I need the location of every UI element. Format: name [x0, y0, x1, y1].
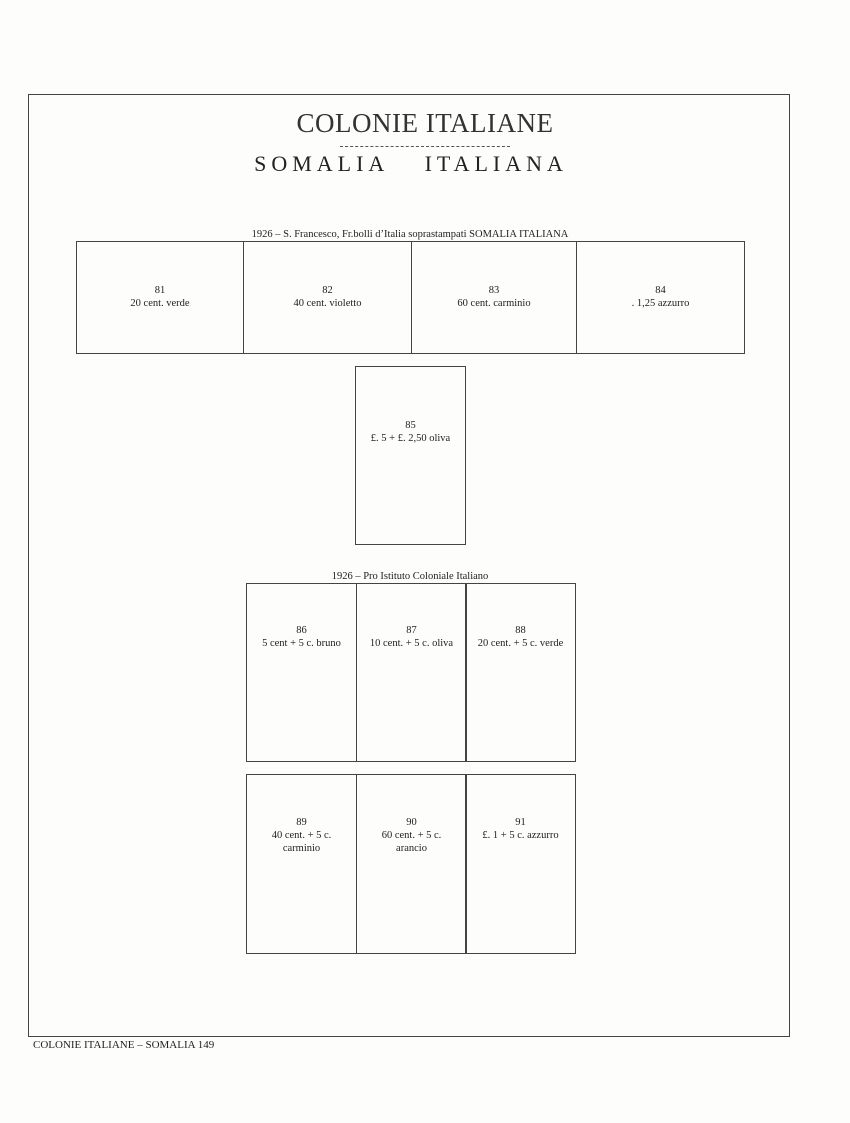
stamp-description: 40 cent. + 5 c. carminio	[271, 830, 332, 854]
set-caption-san-francesco: 1926 – S. Francesco, Fr.bolli d’Italia soprastampati SOMALIA ITALIANA	[251, 229, 569, 240]
stamp-description: £. 1 + 5 c. azzurro	[482, 830, 559, 841]
set-caption-istituto-coloniale: 1926 – Pro Istituto Coloniale Italiano	[331, 571, 489, 582]
stamp-number: 86	[296, 625, 307, 636]
stamp-description: 20 cent. + 5 c. verde	[477, 638, 564, 649]
title-divider	[340, 146, 510, 147]
stamp-number: 90	[406, 817, 417, 828]
stamp-description: 20 cent. verde	[130, 298, 190, 309]
stamp-description: 60 cent. + 5 c. arancio	[381, 830, 442, 854]
stamp-description: 60 cent. carminio	[457, 298, 531, 309]
page-subtitle: SOMALIA ITALIANA	[254, 151, 568, 176]
stamp-space-90	[356, 774, 467, 954]
stamp-space-84	[576, 241, 745, 354]
stamp-space-88	[465, 583, 576, 762]
stamp-number: 85	[405, 420, 416, 431]
stamp-number: 89	[296, 817, 307, 828]
stamp-description: 10 cent. + 5 c. oliva	[369, 638, 454, 649]
stamp-number: 81	[154, 285, 166, 296]
stamp-space-87	[356, 583, 467, 762]
stamp-description: £. 5 + £. 2,50 oliva	[370, 433, 451, 444]
stamp-number: 83	[488, 285, 500, 296]
stamp-space-82	[243, 241, 412, 354]
stamp-number: 91	[515, 817, 526, 828]
page-footer: COLONIE ITALIANE – SOMALIA 149	[33, 1039, 215, 1051]
stamp-description: 5 cent + 5 c. bruno	[262, 638, 341, 649]
stamp-number: 88	[515, 625, 526, 636]
stamp-number: 84	[655, 285, 666, 296]
stamp-description: . 1,25 azzurro	[631, 298, 690, 309]
stamp-space-86	[246, 583, 357, 762]
stamp-space-89	[246, 774, 357, 954]
stamp-space-91	[465, 774, 576, 954]
stamp-number: 87	[406, 625, 417, 636]
stamp-space-83	[411, 241, 577, 354]
stamp-number: 82	[322, 285, 333, 296]
stamp-space-85	[355, 366, 466, 545]
stamp-description: 40 cent. violetto	[293, 298, 362, 309]
page-title: COLONIE ITALIANE	[296, 108, 554, 138]
stamp-space-81	[76, 241, 244, 354]
